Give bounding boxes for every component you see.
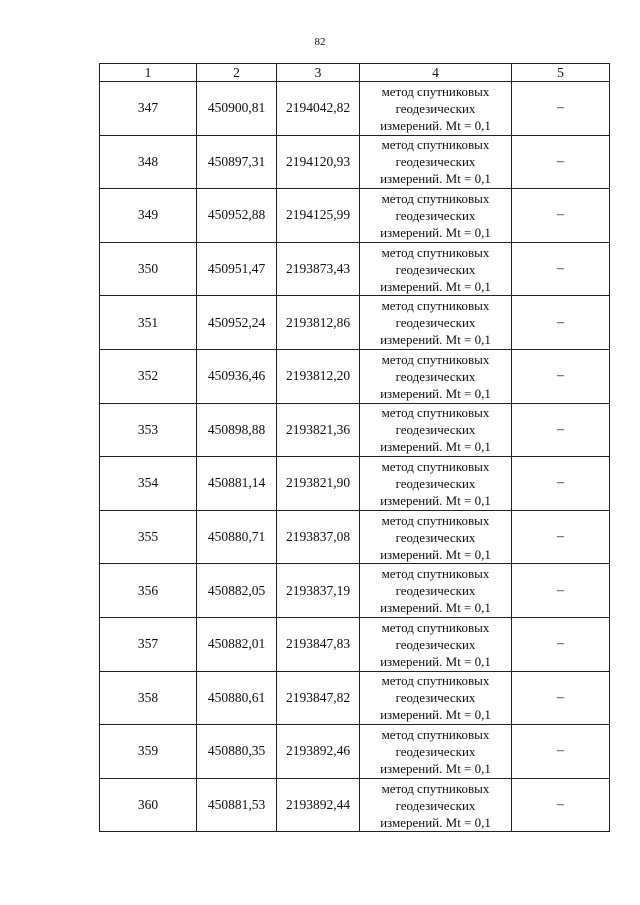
method-cell bbox=[360, 82, 512, 136]
method-text-line: измерений. Mt = 0,1 bbox=[380, 492, 491, 508]
point-number-cell: 349 bbox=[100, 189, 197, 243]
point-number-cell: 354 bbox=[100, 457, 197, 511]
method-cell bbox=[360, 189, 512, 243]
column-5-cell: – bbox=[512, 296, 610, 350]
method-text-line: измерений. Mt = 0,1 bbox=[380, 653, 491, 669]
point-number-cell: 353 bbox=[100, 403, 197, 457]
point-number-cell: 360 bbox=[100, 778, 197, 832]
y-coordinate-cell: 2193892,46 bbox=[277, 725, 360, 779]
method-text-line: геодезических bbox=[395, 690, 476, 706]
x-coordinate-cell: 450881,14 bbox=[197, 457, 277, 511]
method-text-line: метод спутниковых bbox=[381, 512, 490, 528]
point-number-cell: 351 bbox=[100, 296, 197, 350]
x-coordinate-cell: 450882,05 bbox=[197, 564, 277, 618]
method-text-line: геодезических bbox=[395, 207, 476, 223]
table-row bbox=[100, 189, 610, 243]
table-row bbox=[100, 671, 610, 725]
method-text-line: измерений. Mt = 0,1 bbox=[380, 760, 491, 776]
y-coordinate-cell: 2193847,83 bbox=[277, 617, 360, 671]
table-row bbox=[100, 778, 610, 832]
method-text-line: метод спутниковых bbox=[381, 458, 490, 474]
method-text-line: метод спутниковых bbox=[381, 405, 490, 421]
method-cell bbox=[360, 725, 512, 779]
column-5-cell: – bbox=[512, 725, 610, 779]
method-text-line: метод спутниковых bbox=[381, 137, 490, 153]
x-coordinate-cell: 450898,88 bbox=[197, 403, 277, 457]
method-text-line: геодезических bbox=[395, 583, 476, 599]
method-text-line: геодезических bbox=[395, 261, 476, 277]
point-number-cell: 355 bbox=[100, 510, 197, 564]
column-5-cell: – bbox=[512, 778, 610, 832]
y-coordinate-cell: 2193812,86 bbox=[277, 296, 360, 350]
method-text-line: метод спутниковых bbox=[381, 673, 490, 689]
column-5-cell: – bbox=[512, 403, 610, 457]
method-cell bbox=[360, 242, 512, 296]
y-coordinate-cell: 2193892,44 bbox=[277, 778, 360, 832]
method-text-line: измерений. Mt = 0,1 bbox=[380, 439, 491, 455]
point-number-cell: 348 bbox=[100, 135, 197, 189]
method-text-line: измерений. Mt = 0,1 bbox=[380, 224, 491, 240]
method-text-line: метод спутниковых bbox=[381, 190, 490, 206]
column-5-cell: – bbox=[512, 617, 610, 671]
table-row bbox=[100, 510, 610, 564]
table-row bbox=[100, 403, 610, 457]
y-coordinate-cell: 2193837,08 bbox=[277, 510, 360, 564]
x-coordinate-cell: 450951,47 bbox=[197, 242, 277, 296]
point-number-cell: 357 bbox=[100, 617, 197, 671]
table-header-row bbox=[100, 64, 610, 82]
method-text-line: геодезических bbox=[395, 743, 476, 759]
point-number-cell: 356 bbox=[100, 564, 197, 618]
method-cell bbox=[360, 671, 512, 725]
method-text-line: метод спутниковых bbox=[381, 298, 490, 314]
method-text-line: измерений. Mt = 0,1 bbox=[380, 171, 491, 187]
table-row bbox=[100, 457, 610, 511]
method-cell bbox=[360, 510, 512, 564]
header-col-1: 1 bbox=[100, 64, 197, 82]
page-number: 82 bbox=[314, 36, 326, 48]
column-5-cell: – bbox=[512, 671, 610, 725]
point-number-cell: 359 bbox=[100, 725, 197, 779]
method-text-line: измерений. Mt = 0,1 bbox=[380, 385, 491, 401]
point-number-cell: 358 bbox=[100, 671, 197, 725]
method-text-line: метод спутниковых bbox=[381, 726, 490, 742]
method-text-line: геодезических bbox=[395, 797, 476, 813]
point-number-cell: 347 bbox=[100, 82, 197, 136]
method-text-line: метод спутниковых bbox=[381, 780, 490, 796]
table-row bbox=[100, 242, 610, 296]
x-coordinate-cell: 450936,46 bbox=[197, 349, 277, 403]
method-text-line: метод спутниковых bbox=[381, 351, 490, 367]
method-cell bbox=[360, 617, 512, 671]
table-row bbox=[100, 296, 610, 350]
table-row bbox=[100, 617, 610, 671]
column-5-cell: – bbox=[512, 189, 610, 243]
point-number-cell: 350 bbox=[100, 242, 197, 296]
column-5-cell: – bbox=[512, 242, 610, 296]
y-coordinate-cell: 2193821,90 bbox=[277, 457, 360, 511]
table-row bbox=[100, 725, 610, 779]
header-col-2: 2 bbox=[197, 64, 277, 82]
method-text-line: измерений. Mt = 0,1 bbox=[380, 332, 491, 348]
x-coordinate-cell: 450952,88 bbox=[197, 189, 277, 243]
y-coordinate-cell: 2193812,20 bbox=[277, 349, 360, 403]
method-text-line: геодезических bbox=[395, 368, 476, 384]
method-cell bbox=[360, 349, 512, 403]
column-5-cell: – bbox=[512, 510, 610, 564]
method-text-line: геодезических bbox=[395, 315, 476, 331]
x-coordinate-cell: 450880,71 bbox=[197, 510, 277, 564]
y-coordinate-cell: 2194120,93 bbox=[277, 135, 360, 189]
method-cell bbox=[360, 778, 512, 832]
table-row bbox=[100, 135, 610, 189]
method-cell bbox=[360, 135, 512, 189]
table-row bbox=[100, 564, 610, 618]
method-text-line: метод спутниковых bbox=[381, 566, 490, 582]
header-col-5: 5 bbox=[512, 64, 610, 82]
method-text-line: измерений. Mt = 0,1 bbox=[380, 117, 491, 133]
point-number-cell: 352 bbox=[100, 349, 197, 403]
x-coordinate-cell: 450897,31 bbox=[197, 135, 277, 189]
method-text-line: метод спутниковых bbox=[381, 244, 490, 260]
x-coordinate-cell: 450881,53 bbox=[197, 778, 277, 832]
y-coordinate-cell: 2193873,43 bbox=[277, 242, 360, 296]
column-5-cell: – bbox=[512, 135, 610, 189]
column-5-cell: – bbox=[512, 457, 610, 511]
method-text-line: измерений. Mt = 0,1 bbox=[380, 814, 491, 830]
y-coordinate-cell: 2193821,36 bbox=[277, 403, 360, 457]
method-cell bbox=[360, 296, 512, 350]
x-coordinate-cell: 450880,35 bbox=[197, 725, 277, 779]
method-text-line: геодезических bbox=[395, 475, 476, 491]
column-5-cell: – bbox=[512, 349, 610, 403]
x-coordinate-cell: 450882,01 bbox=[197, 617, 277, 671]
x-coordinate-cell: 450880,61 bbox=[197, 671, 277, 725]
x-coordinate-cell: 450900,81 bbox=[197, 82, 277, 136]
y-coordinate-cell: 2194042,82 bbox=[277, 82, 360, 136]
method-text-line: геодезических bbox=[395, 422, 476, 438]
column-5-cell: – bbox=[512, 82, 610, 136]
method-text-line: геодезических bbox=[395, 529, 476, 545]
header-col-4: 4 bbox=[360, 64, 512, 82]
coordinates-table bbox=[99, 63, 610, 832]
method-text-line: метод спутниковых bbox=[381, 619, 490, 635]
method-text-line: измерений. Mt = 0,1 bbox=[380, 278, 491, 294]
method-text-line: геодезических bbox=[395, 100, 476, 116]
y-coordinate-cell: 2193847,82 bbox=[277, 671, 360, 725]
method-text-line: измерений. Mt = 0,1 bbox=[380, 600, 491, 616]
method-cell bbox=[360, 457, 512, 511]
table-row bbox=[100, 349, 610, 403]
y-coordinate-cell: 2194125,99 bbox=[277, 189, 360, 243]
column-5-cell: – bbox=[512, 564, 610, 618]
method-text-line: геодезических bbox=[395, 636, 476, 652]
method-text-line: метод спутниковых bbox=[381, 83, 490, 99]
method-text-line: измерений. Mt = 0,1 bbox=[380, 707, 491, 723]
method-text-line: измерений. Mt = 0,1 bbox=[380, 546, 491, 562]
y-coordinate-cell: 2193837,19 bbox=[277, 564, 360, 618]
method-cell bbox=[360, 564, 512, 618]
table-row bbox=[100, 82, 610, 136]
header-col-3: 3 bbox=[277, 64, 360, 82]
x-coordinate-cell: 450952,24 bbox=[197, 296, 277, 350]
method-cell bbox=[360, 403, 512, 457]
method-text-line: геодезических bbox=[395, 154, 476, 170]
